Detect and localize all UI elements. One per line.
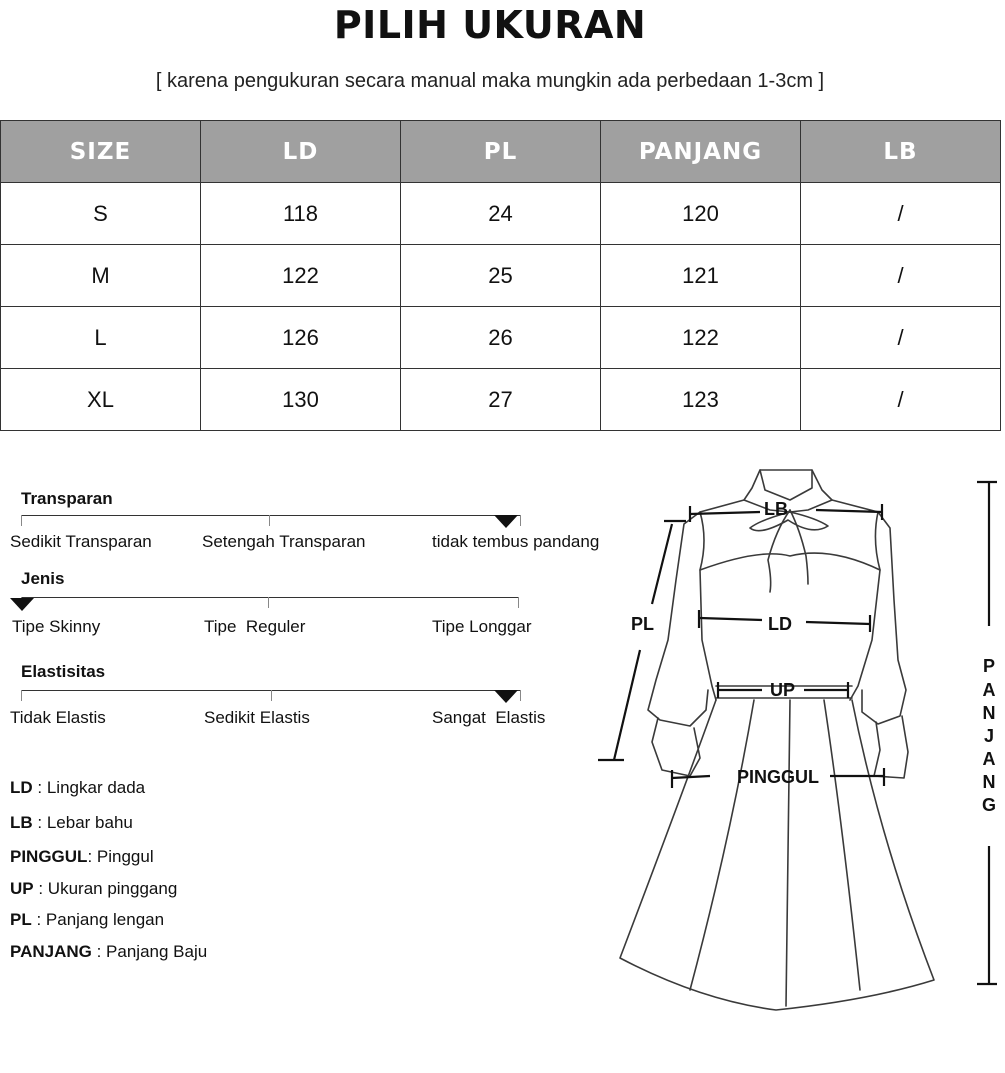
table-cell: 26 (401, 307, 601, 369)
scale-tick (520, 515, 521, 526)
panjang-letter: G (981, 795, 997, 815)
legend-meaning: Lingkar dada (46, 778, 146, 797)
table-cell: 118 (201, 183, 401, 245)
legend-abbr: PINGGUL (10, 847, 88, 866)
table-cell: / (801, 183, 1001, 245)
legend-meaning: Pinggul (96, 847, 154, 866)
legend-meaning: Ukuran pinggang (47, 879, 178, 898)
legend-separator: : (91, 942, 107, 961)
panjang-letter: N (982, 703, 996, 723)
panjang-letter: P (982, 656, 996, 676)
table-cell: XL (1, 369, 201, 431)
legend-abbr: LB (10, 813, 33, 832)
table-cell: 122 (201, 245, 401, 307)
table-cell: 24 (401, 183, 601, 245)
scale-marker-icon (494, 690, 518, 703)
legend-abbr: PANJANG (10, 942, 92, 961)
table-row (1, 369, 1001, 431)
size-table-header-row (1, 121, 1001, 183)
dress-measurement-diagram (590, 460, 1005, 1020)
scale-option: Tipe Longgar (432, 617, 532, 636)
scale-option: Tipe Skinny (12, 617, 101, 636)
table-cell: 123 (601, 369, 801, 431)
scale-tick (518, 597, 519, 608)
table-row (1, 183, 1001, 245)
scale-marker-icon (494, 515, 518, 528)
column-header-lb: LB (801, 121, 1001, 183)
column-header-ld: LD (201, 121, 401, 183)
scale-option: Setengah Transparan (202, 532, 366, 551)
table-cell: S (1, 183, 201, 245)
scale-tick (21, 515, 22, 526)
legend-item-ld (10, 778, 145, 798)
size-table (0, 120, 1001, 431)
diagram-label-ld: LD (768, 614, 792, 634)
table-row (1, 245, 1001, 307)
scale-option: Sangat Elastis (432, 708, 546, 727)
scale-option: Tipe Reguler (204, 617, 306, 636)
column-header-panjang: PANJANG (601, 121, 801, 183)
dress-illustration (620, 470, 934, 1010)
scale-option: tidak tembus pandang (432, 532, 600, 551)
scale-line (21, 597, 519, 598)
legend-meaning: Panjang Baju (106, 942, 208, 961)
legend-meaning: Panjang lengan (45, 910, 165, 929)
column-header-size: SIZE (1, 121, 201, 183)
panjang-letter: J (983, 726, 995, 746)
scale-tick (520, 690, 521, 701)
legend-meaning: Lebar bahu (46, 813, 133, 832)
scale-option: Tidak Elastis (10, 708, 106, 727)
legend-separator: : (87, 847, 97, 866)
scale-title: Elastisitas (21, 662, 106, 681)
table-cell: / (801, 307, 1001, 369)
legend-abbr: UP (10, 879, 34, 898)
table-cell: 130 (201, 369, 401, 431)
legend-separator: : (32, 813, 47, 832)
scale-tick (271, 690, 272, 701)
page-subtitle: [ karena pengukuran secara manual maka mungkin ada perbedaan 1-3cm ] (155, 70, 825, 92)
diagram-label-lb: LB (764, 499, 788, 519)
scale-marker-icon (10, 598, 34, 611)
legend-abbr: LD (10, 778, 33, 797)
scale-title: Transparan (21, 489, 113, 508)
legend-separator: : (32, 778, 47, 797)
legend-abbr: PL (10, 910, 32, 929)
legend-item-up (10, 879, 177, 899)
diagram-label-up: UP (770, 680, 796, 700)
scale-tick (268, 597, 269, 608)
table-cell: L (1, 307, 201, 369)
legend-separator: : (33, 879, 48, 898)
diagram-label-pl: PL (631, 614, 655, 634)
scale-line (21, 515, 521, 516)
table-row (1, 307, 1001, 369)
scale-tick (269, 515, 270, 526)
table-cell: 121 (601, 245, 801, 307)
panjang-letter: A (982, 680, 996, 700)
legend-item-pinggul (10, 847, 154, 867)
measurement-lines (598, 482, 997, 984)
table-cell: 120 (601, 183, 801, 245)
legend-item-lb (10, 813, 133, 833)
diagram-label-pinggul: PINGGUL (737, 767, 820, 787)
diagram-label-panjang (982, 656, 996, 815)
panjang-letter: A (982, 749, 996, 769)
table-cell: M (1, 245, 201, 307)
table-cell: 25 (401, 245, 601, 307)
table-cell: 27 (401, 369, 601, 431)
page-title: PILIH UKURAN (333, 3, 647, 47)
scale-option: Sedikit Elastis (204, 708, 310, 727)
scale-tick (21, 690, 22, 701)
legend-separator: : (31, 910, 46, 929)
legend-item-pl (10, 910, 164, 930)
scale-option: Sedikit Transparan (10, 532, 152, 551)
scale-title: Jenis (21, 569, 65, 588)
table-cell: / (801, 245, 1001, 307)
column-header-pl: PL (401, 121, 601, 183)
table-cell: 122 (601, 307, 801, 369)
legend-item-panjang (10, 942, 207, 962)
table-cell: / (801, 369, 1001, 431)
panjang-letter: N (982, 772, 996, 792)
table-cell: 126 (201, 307, 401, 369)
